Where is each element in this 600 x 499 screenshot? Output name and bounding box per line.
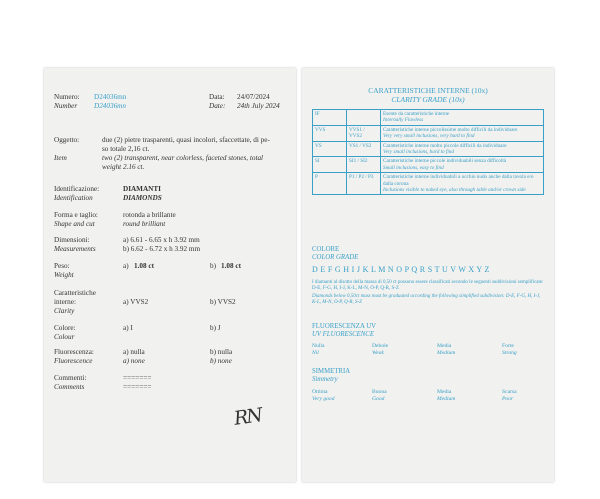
clarity-grade-code: SI (313, 157, 347, 173)
scale-level-en: Medium (437, 396, 456, 402)
clarity-b: b) VVS2 (210, 298, 236, 306)
caratteristiche-label-2: interne: (54, 298, 76, 306)
color-note-en: Diamonds below 0,50ct mass must be graduated according the following simplified subdivision: D-E, F-G, H, I-J, K-L, M-N, O-P, Q-R, S-Z (312, 294, 541, 306)
clarity-description-it: Caratteristiche interne piccolissime molto difficili da individuare (383, 126, 518, 133)
color-grade-heading: COLOR GRADE (312, 254, 359, 261)
scale-level-en: Poor (502, 396, 514, 402)
colour-a: a) I (123, 324, 133, 332)
comments-value: ======= (123, 383, 152, 391)
clarity-grade-table (312, 109, 544, 195)
measurements-label: Measurements (54, 245, 96, 253)
ident-label: Identificazione: (54, 185, 100, 193)
dimension-a: a) 6.61 - 6.65 x h 3.92 mm (123, 236, 200, 244)
scale-level-en: Very good (312, 396, 335, 402)
oggetto-line-2: so totale 2,16 ct. (102, 145, 150, 153)
dimension-b: b) 6.62 - 6.72 x h 3.92 mm (123, 245, 201, 253)
weight-a-prefix: a) (123, 262, 129, 270)
clarity-description-it: Esente da caratteristiche interne (383, 111, 450, 117)
scale-level-it: Nulla (312, 343, 325, 349)
clarity-description-en: Very small inclusions, hard to find (383, 149, 454, 156)
caratteristiche-label-1: Caratteristiche (54, 289, 96, 297)
clarity-description-it: Caratteristiche interne molto piccole difficili da individuare (383, 142, 507, 149)
clarity-description (381, 173, 544, 195)
scale-level-it: Media (437, 343, 452, 349)
certificate-right-card (302, 68, 554, 482)
symmetry-heading-en: Simmetry (312, 376, 338, 383)
handwritten-signature: RN (232, 404, 263, 430)
ident-value: DIAMANTI (123, 185, 161, 193)
clarity-grade-row (313, 125, 544, 141)
fluorescence-label: Fluorescence (54, 357, 93, 365)
clarity-subgrade (347, 110, 381, 126)
certificate-left-card (44, 68, 296, 482)
clarity-description (381, 125, 544, 141)
identification-label: Identification (54, 194, 93, 202)
color-note-it: I diamanti al disotto della massa di 0,50 ct possono essere classificati secondo le seguenti suddivisioni semplificate: D-E, F-G, H, I-J, K-L, M-N, O-P, Q-R, S-Z (312, 280, 544, 292)
weight-b: 1.08 ct (221, 262, 241, 270)
clarity-description-en: Very very small inclusions, very hard to find (383, 133, 475, 140)
weight-label: Weight (54, 271, 74, 279)
scale-level-it: Ottima (312, 389, 328, 395)
fluorescence-b-en: b) none (210, 357, 232, 365)
data-label: Data: (209, 93, 225, 101)
shape-value: round brilliant (123, 220, 166, 228)
item-line-2: weight 2.16 ct. (102, 163, 145, 171)
date-label: Date: (209, 102, 226, 110)
oggetto-label: Oggetto: (54, 136, 80, 144)
symmetry-heading-it: SIMMETRIA (312, 368, 351, 375)
clarity-grade-code: P (313, 173, 347, 195)
scale-level-en: Nil (312, 350, 319, 356)
numero-value: D24036mn (94, 93, 127, 101)
clarity-subgrade: VVS1 / VVS2 (347, 125, 381, 141)
fluorescence-a: a) nulla (123, 348, 145, 356)
peso-label: Peso: (54, 262, 70, 270)
number-value: D24036mn (94, 102, 126, 110)
scale-level-it: Scarsa (502, 389, 517, 395)
forma-label: Forma e taglio: (54, 211, 98, 219)
clarity-title-en: CLARITY GRADE (10x) (391, 95, 465, 104)
item-line-1: two (2) transparent, near colorless, faceted stones, total (102, 154, 264, 162)
scale-level-en: Weak (372, 350, 384, 356)
commenti-value: ======= (123, 374, 152, 382)
fluorescence-b: b) nulla (210, 348, 233, 356)
scale-level-it: Media (437, 389, 452, 395)
date-value: 24th July 2024 (237, 102, 280, 110)
clarity-grade-code: VS (313, 141, 347, 157)
scale-level-it: Forte (502, 343, 514, 349)
scale-level-it: Buona (372, 389, 387, 395)
commenti-label: Commenti: (54, 374, 87, 382)
clarity-grade-row (313, 110, 544, 126)
clarity-subgrade: P1 / P2 / P3 (347, 173, 381, 195)
clarity-grade-row (313, 141, 544, 157)
clarity-description (381, 157, 544, 173)
weight-a: 1.08 ct (134, 262, 154, 270)
fluorescence-heading-en: UV FLUORESCENCE (312, 331, 374, 338)
weight-b-prefix: b) (210, 262, 216, 270)
colore-label: Colore: (54, 324, 76, 332)
clarity-description (381, 141, 544, 157)
dimensioni-label: Dimensioni: (54, 236, 90, 244)
clarity-grade-row (313, 157, 544, 173)
clarity-subgrade: VS1 / VS2 (347, 141, 381, 157)
numero-label: Numero: (54, 93, 80, 101)
clarity-title-it: CARATTERISTICHE INTERNE (10x) (368, 86, 488, 95)
fluorescence-heading-it: FLUORESCENZA UV (312, 323, 377, 330)
forma-value: rotonda a brillante (123, 211, 176, 219)
clarity-description-en: Small inclusions, easy to find (383, 164, 444, 171)
clarity-description-en: Inclusions visible to naked eye, also through table and/or crown side (383, 187, 526, 194)
clarity-description-it: Caratteristiche interne individuabili a occhio nudo anche dalla tavola e/o dalla corona (383, 174, 534, 187)
clarity-grade-code: IF (313, 110, 347, 126)
clarity-description (381, 110, 544, 126)
clarity-subgrade: SI1 / SI2 (347, 157, 381, 173)
comments-label: Comments (54, 383, 85, 391)
colour-label: Colour (54, 333, 75, 341)
colore-heading: COLORE (312, 246, 340, 253)
scale-level-en: Good (372, 396, 385, 402)
clarity-grade-row (313, 173, 544, 195)
oggetto-line-1: due (2) pietre trasparenti, quasi incolori, sfaccettate, di pe- (102, 136, 270, 144)
scale-level-it: Debole (372, 343, 389, 349)
scale-level-en: Strong (502, 350, 517, 356)
clarity-grade-code: VVS (313, 125, 347, 141)
colour-b: b) J (210, 324, 221, 332)
color-scale-letters: D E F G H I J K L M N O P Q R S T U V W X Y Z (312, 265, 490, 274)
shape-label: Shape and cut (54, 220, 95, 228)
clarity-description-it: Caratteristiche interne piccole individuabili senza difficoltà (383, 158, 507, 165)
scale-level-en: Medium (437, 350, 456, 356)
identification-value: DIAMONDS (123, 194, 162, 202)
item-label: Item (54, 154, 67, 162)
data-value: 24/07/2024 (237, 93, 270, 101)
fluorescenza-label: Fluorescenza: (54, 348, 94, 356)
clarity-label: Clarity (54, 307, 75, 315)
fluorescence-a-en: a) none (123, 357, 145, 365)
clarity-a: a) VVS2 (123, 298, 149, 306)
number-label: Number (54, 102, 78, 110)
clarity-description-en: Internally Flawless (383, 117, 424, 124)
